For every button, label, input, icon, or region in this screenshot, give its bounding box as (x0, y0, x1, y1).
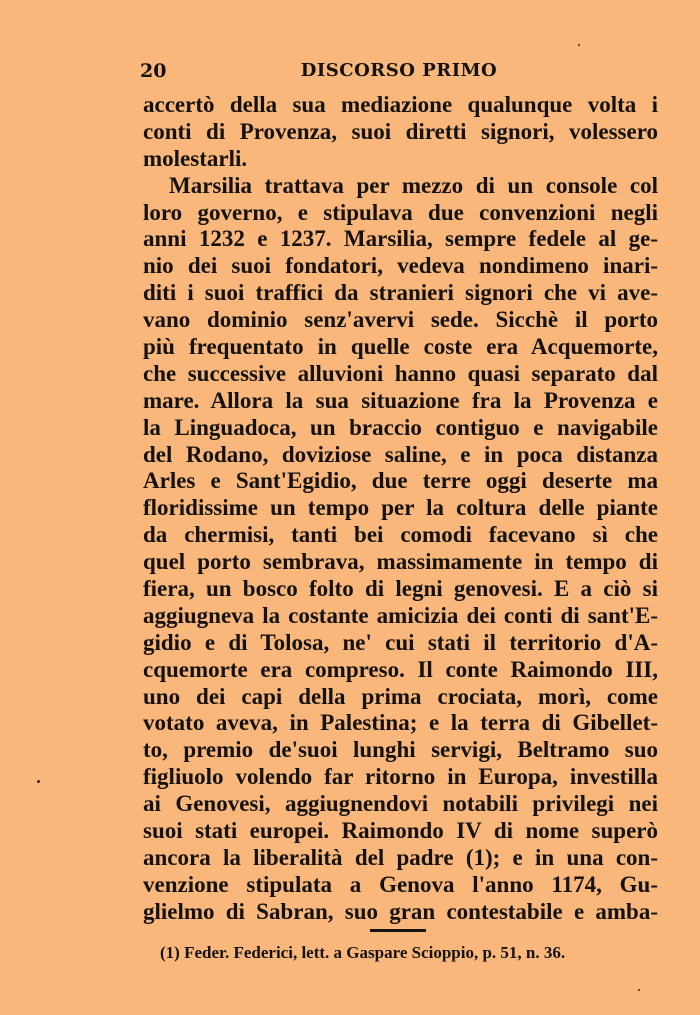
text-line: del Rodano, doviziose saline, e in poca distanza (143, 441, 658, 467)
text-line: to, premio de'suoi lunghi servigi, Beltramo suo (143, 737, 658, 763)
text-line: diti i suoi traffici da stranieri signori che vi ave- (143, 280, 658, 306)
paper-speck (638, 989, 640, 991)
page-number: 20 (140, 60, 167, 82)
text-line: floridissime un tempo per la coltura delle piante (143, 495, 658, 521)
text-line: anni 1232 e 1237. Marsilia, sempre fedele al ge- (143, 226, 658, 252)
footnote: (1) Feder. Federici, lett. a Gaspare Scioppio, p. 51, n. 36. (160, 943, 566, 962)
text-line: vano dominio senz'avervi sede. Sicchè il porto (143, 307, 658, 333)
text-line: glielmo di Sabran, suo gran contestabile e amba- (143, 898, 658, 924)
text-line: più frequentato in quelle coste era Acquemorte, (143, 334, 658, 360)
text-line: da chermisi, tanti bei comodi facevano sì che (143, 522, 658, 548)
text-line: uno dei capi della prima crociata, morì, come (143, 683, 658, 709)
text-line: ai Genovesi, aggiugnendovi notabili privilegi nei (143, 791, 658, 817)
text-line: Marsilia trattava per mezzo di un console col (169, 172, 658, 198)
text-line: votato aveva, in Palestina; e la terra di Gibellet- (143, 710, 658, 736)
text-line: loro governo, e stipulava due convenzioni negli (143, 199, 658, 225)
text-line: suoi stati europei. Raimondo IV di nome superò (143, 818, 658, 844)
paper-speck (37, 780, 40, 783)
text-line: figliuolo volendo far ritorno in Europa, investilla (143, 764, 658, 790)
text-line: la Linguadoca, un braccio contiguo e navigabile (143, 414, 658, 440)
page-header (140, 60, 658, 90)
footnote-rule (370, 929, 426, 932)
paper-speck (578, 44, 580, 46)
text-line: che successive alluvioni hanno quasi separato dal (143, 360, 658, 386)
body-text (143, 92, 658, 926)
text-line: cquemorte era compreso. Il conte Raimondo III, (143, 656, 658, 682)
text-line: ancora la liberalità del padre (1); e in una con- (143, 844, 658, 870)
text-line: mare. Allora la sua situazione fra la Provenza e (143, 387, 658, 413)
running-head: DISCORSO PRIMO (300, 60, 498, 81)
text-line: accertò della sua mediazione qualunque volta i (143, 92, 658, 117)
text-line: quel porto sembrava, massimamente in tempo di (143, 549, 658, 575)
text-line: gidio e di Tolosa, ne' cui stati il territorio d'A- (143, 629, 658, 655)
text-line: nio dei suoi fondatori, vedeva nondimeno inari- (143, 253, 658, 279)
text-line: fiera, un bosco folto di legni genovesi. E a ciò si (143, 576, 658, 602)
text-line: aggiugneva la costante amicizia dei conti di sant'E- (143, 602, 658, 628)
text-line: venzione stipulata a Genova l'anno 1174, Gu- (143, 871, 658, 897)
text-line: molestarli. (143, 145, 248, 171)
text-line: Arles e Sant'Egidio, due terre oggi deserte ma (143, 468, 658, 494)
text-line: conti di Provenza, suoi diretti signori, volessero (143, 118, 658, 144)
